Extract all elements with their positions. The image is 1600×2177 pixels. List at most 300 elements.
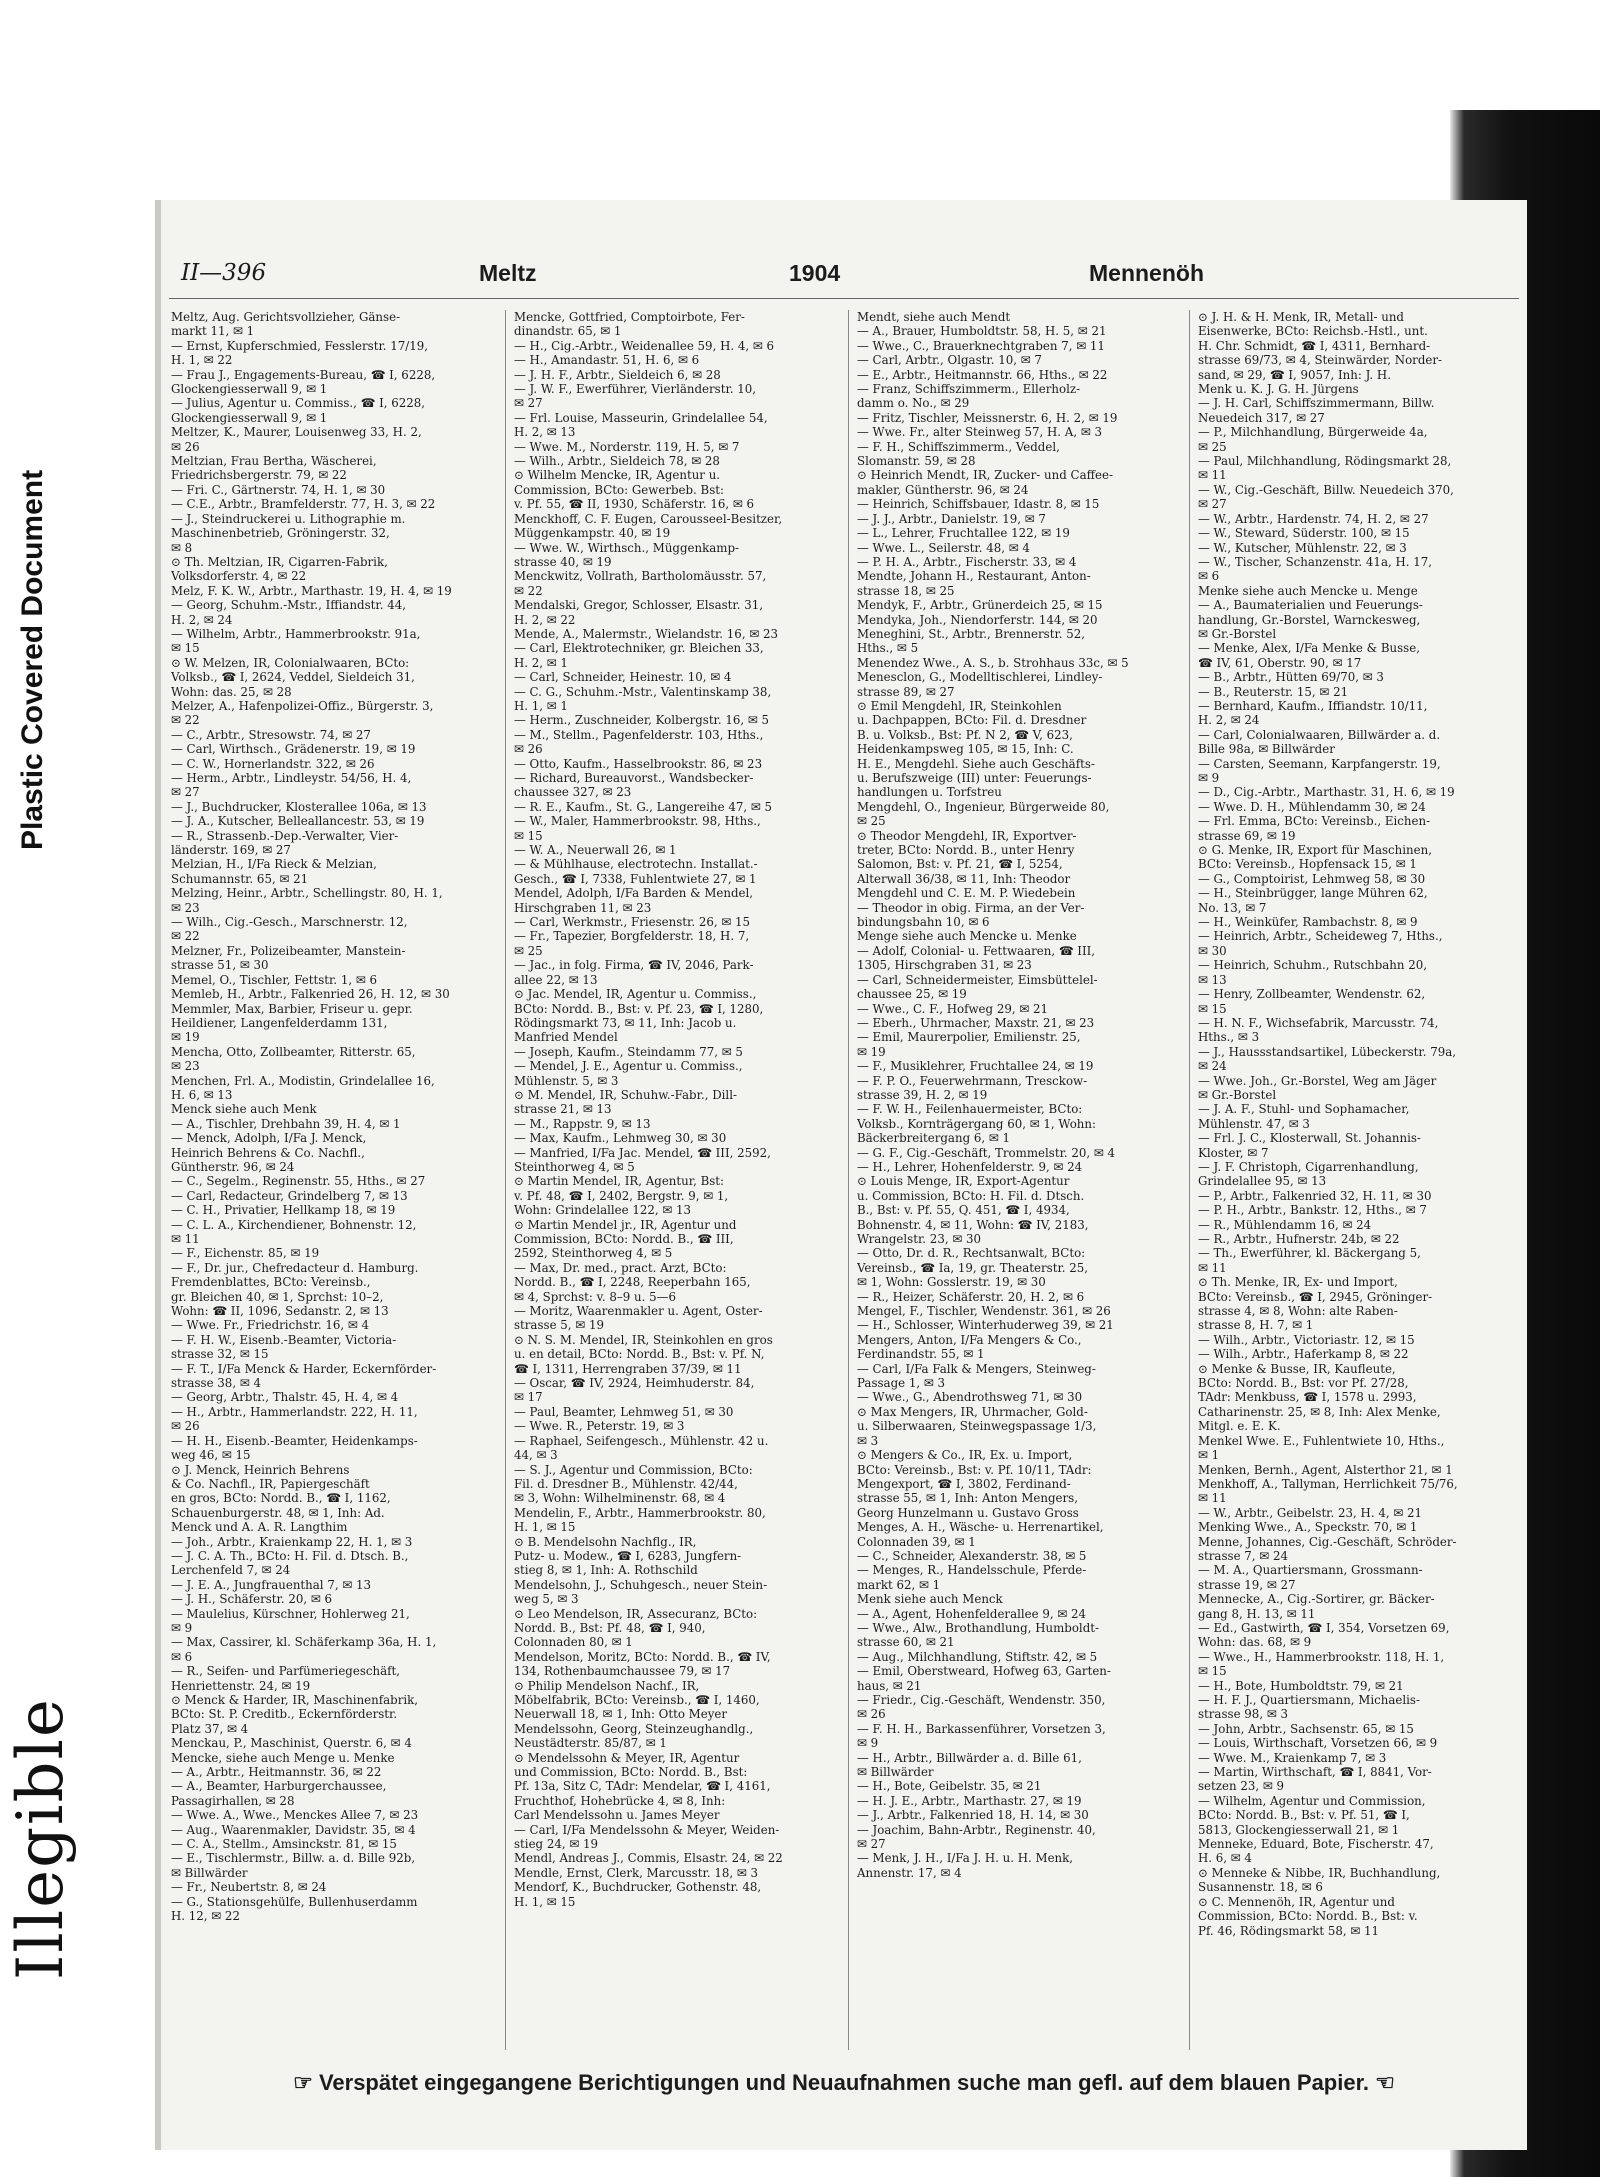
directory-entry-line: — Paul, Beamter, Lehmweg 51, ✉ 30 bbox=[514, 1404, 734, 1419]
directory-entry-line: Mendel, Adolph, I/Fa Barden & Mendel, bbox=[514, 886, 754, 901]
directory-entry-line: und Commission, BCto: Nordd. B., Bst: bbox=[514, 1765, 748, 1780]
directory-entry-line: H. 12, ✉ 22 bbox=[171, 1909, 240, 1924]
directory-entry-line: strasse 98, ✉ 3 bbox=[1198, 1707, 1288, 1722]
directory-entry-line: ✉ 9 bbox=[857, 1736, 879, 1751]
directory-entry-line: — F. P. O., Feuerwehrmann, Tresckow- bbox=[857, 1073, 1088, 1088]
directory-entry-line: ✉ 25 bbox=[857, 814, 886, 829]
directory-entry-line: Mendelssohn, Georg, Steinzeughandlg., bbox=[514, 1721, 754, 1736]
directory-entry-line: — W., Tischer, Schanzenstr. 41a, H. 17, bbox=[1198, 554, 1433, 569]
directory-entry-line: Mühlenstr. 47, ✉ 3 bbox=[1198, 1116, 1310, 1131]
directory-entry-line: — Heinrich, Schiffsbauer, Idastr. 8, ✉ 15 bbox=[857, 497, 1100, 512]
directory-entry-line: ⊙ J. H. & H. Menk, IR, Metall- und bbox=[1198, 310, 1404, 324]
directory-entry-line: — F., Eichenstr. 85, ✉ 19 bbox=[171, 1246, 320, 1261]
directory-entry-line: — H., Cig.-Arbtr., Weidenallee 59, H. 4, ✉ 6 bbox=[514, 338, 774, 353]
directory-entry-line: — H., Schlosser, Winterhuderweg 39, ✉ 21 bbox=[857, 1318, 1114, 1333]
directory-entry-line: — E., Tischlermstr., Billw. a. d. Bille 92b, bbox=[171, 1851, 416, 1866]
directory-entry-line: — J., Arbtr., Falkenried 18, H. 14, ✉ 30 bbox=[857, 1808, 1089, 1823]
directory-entry-line: Gesch., ☎ I, 7338, Fuhlentwiete 27, ✉ 1 bbox=[514, 871, 757, 886]
directory-entry-line: — J. W. F., Ewerführer, Vierländerstr. 10, bbox=[514, 382, 757, 397]
directory-entry-line: 1305, Hirschgraben 31, ✉ 23 bbox=[857, 958, 1032, 973]
directory-entry-line: — Jac., in folg. Firma, ☎ IV, 2046, Park- bbox=[514, 958, 754, 973]
directory-entry-line: — Friedr., Cig.-Geschäft, Wendenstr. 350, bbox=[857, 1693, 1106, 1707]
directory-entry-line: Mencke, siehe auch Menge u. Menke bbox=[171, 1750, 395, 1765]
directory-entry-line: — Wilh., Arbtr., Sieldeich 78, ✉ 28 bbox=[514, 454, 720, 469]
directory-entry-line: Heildiener, Langenfelderdamm 131, bbox=[171, 1015, 388, 1030]
directory-entry-line: ⊙ Martin Mendel, IR, Agentur, Bst: bbox=[514, 1174, 725, 1189]
directory-entry-line: ✉ 22 bbox=[171, 929, 200, 944]
directory-entry-line: H. 2, ✉ 13 bbox=[514, 425, 576, 440]
directory-entry-line: — Julius, Agentur u. Commiss., ☎ I, 6228, bbox=[171, 396, 426, 411]
directory-entry-line: ⊙ Louis Menge, IR, Export-Agentur bbox=[857, 1174, 1070, 1189]
directory-entry-line: ✉ 15 bbox=[1198, 1664, 1227, 1679]
directory-entry-line: ⊙ M. Mendel, IR, Schuhw.-Fabr., Dill- bbox=[514, 1087, 737, 1102]
directory-entry-line: — J. F. Christoph, Cigarrenhandlung, bbox=[1198, 1159, 1419, 1174]
directory-entry-line: Menne, Johannes, Cig.-Geschäft, Schröder- bbox=[1198, 1534, 1457, 1549]
directory-entry-line: TAdr: Menkbuss, ☎ I, 1578 u. 2993, bbox=[1198, 1390, 1417, 1405]
directory-entry-line: — Georg, Schuhm.-Mstr., Iffiandstr. 44, bbox=[171, 598, 407, 613]
footer-notice: ☞ Verspätet eingegangene Berichtigungen und Neuaufnahmen suche man gefl. auf dem blauen Papier. ☜ bbox=[293, 2070, 1395, 2095]
directory-entry-line: — Carl, Redacteur, Grindelberg 7, ✉ 13 bbox=[171, 1188, 408, 1203]
directory-entry-line: — M., Stellm., Pagenfelderstr. 103, Hths., bbox=[514, 727, 764, 742]
directory-entry-line: Melzian, H., I/Fa Rieck & Melzian, bbox=[171, 857, 377, 872]
directory-entry-line: ⊙ Menck & Harder, IR, Maschinenfabrik, bbox=[171, 1693, 419, 1707]
directory-entry-line: Melz, F. K. W., Arbtr., Marthastr. 19, H. 4, ✉ 19 bbox=[171, 583, 452, 598]
directory-entry-line: Mendt, siehe auch Mendt bbox=[857, 310, 1011, 324]
directory-entry-line: Mühlenstr. 5, ✉ 3 bbox=[514, 1073, 619, 1088]
directory-entry-line: strasse 19, ✉ 27 bbox=[1198, 1577, 1296, 1592]
directory-entry-line: ✉ 26 bbox=[171, 439, 200, 454]
directory-entry-line: Menken, Bernh., Agent, Alsterthor 21, ✉ 1 bbox=[1198, 1462, 1453, 1477]
directory-entry-line: strasse 38, ✉ 4 bbox=[171, 1376, 261, 1391]
header-last-entry: Mennenöh bbox=[1089, 260, 1204, 286]
directory-entry-line: strasse 7, ✉ 24 bbox=[1198, 1548, 1288, 1563]
directory-entry-line: Fil. d. Dresdner B., Mühlenstr. 42/44, bbox=[514, 1476, 738, 1491]
directory-entry-line: strasse 69, ✉ 19 bbox=[1198, 828, 1296, 843]
directory-entry-line: — A., Agent, Hohenfelderallee 9, ✉ 24 bbox=[857, 1606, 1087, 1621]
directory-entry-line: — M., Rappstr. 9, ✉ 13 bbox=[514, 1116, 651, 1131]
directory-entry-line: Salomon, Bst: v. Pf. 21, ☎ I, 5254, bbox=[857, 857, 1063, 872]
directory-entry-line: Mengdehl, O., Ingenieur, Bürgerweide 80, bbox=[857, 799, 1110, 814]
directory-entry-line: Neuerwall 18, ✉ 1, Inh: Otto Meyer bbox=[514, 1707, 728, 1722]
directory-entry-line: ⊙ Max Mengers, IR, Uhrmacher, Gold- bbox=[857, 1404, 1088, 1419]
directory-entry-line: H. 1, ✉ 22 bbox=[171, 353, 233, 368]
directory-entry-line: — J. E. A., Jungfrauenthal 7, ✉ 13 bbox=[171, 1577, 371, 1592]
directory-entry-line: BCto: St. P. Creditb., Eckernförderstr. bbox=[171, 1707, 398, 1722]
directory-entry-line: stieg 24, ✉ 19 bbox=[514, 1837, 599, 1852]
directory-entry-line: u. Berufszweige (III) unter: Feuerungs- bbox=[857, 771, 1092, 785]
directory-entry-line: — A., Brauer, Humboldtstr. 58, H. 5, ✉ 21 bbox=[857, 324, 1107, 339]
directory-entry-line: ⊙ Theodor Mengdehl, IR, Exportver- bbox=[857, 828, 1077, 843]
directory-entry-line: H. 6, ✉ 13 bbox=[171, 1087, 233, 1102]
directory-entry-line: Georg Hunzelmann u. Gustavo Gross bbox=[857, 1505, 1079, 1520]
directory-entry-line: ⊙ Wilhelm Mencke, IR, Agentur u. bbox=[514, 468, 721, 483]
directory-entry-line: — H., Amandastr. 51, H. 6, ✉ 6 bbox=[514, 353, 700, 368]
directory-entry-line: ✉ 23 bbox=[171, 900, 200, 915]
directory-entry-line: — Raphael, Seifengesch., Mühlenstr. 42 u. bbox=[514, 1433, 769, 1448]
directory-entry-line: — Joh., Arbtr., Kraienkamp 22, H. 1, ✉ 3 bbox=[171, 1534, 413, 1549]
directory-entry-line: — Carl, Schneider, Heinestr. 10, ✉ 4 bbox=[514, 670, 732, 685]
directory-entry-line: ✉ 19 bbox=[171, 1030, 200, 1045]
directory-entry-line: ✉ 22 bbox=[514, 583, 543, 598]
directory-entry-line: Mengel, F., Tischler, Wendenstr. 361, ✉ 26 bbox=[857, 1304, 1111, 1319]
directory-entry-line: en gros, BCto: Nordd. B., ☎ I, 1162, bbox=[171, 1491, 391, 1506]
directory-entry-line: chaussee 25, ✉ 19 bbox=[857, 987, 967, 1002]
directory-entry-line: strasse 69/73, ✉ 4, Steinwärder, Norder- bbox=[1198, 353, 1442, 368]
header-first-entry: Meltz bbox=[479, 260, 537, 286]
directory-entry-line: bindungsbahn 10, ✉ 6 bbox=[857, 915, 990, 930]
directory-entry-line: ⊙ Philip Mendelson Nachf., IR, bbox=[514, 1678, 700, 1693]
directory-entry-line: Meltzian, Frau Bertha, Wäscherei, bbox=[171, 454, 377, 469]
directory-entry-line: Mennecke, A., Cig.-Sortirer, gr. Bäcker- bbox=[1198, 1592, 1435, 1607]
directory-entry-line: — F. T., I/Fa Menck & Harder, Eckernförder- bbox=[171, 1361, 437, 1376]
directory-entry-line: — Fritz, Tischler, Meissnerstr. 6, H. 2, ✉ 19 bbox=[857, 410, 1118, 425]
directory-entry-line: Mendyka, Joh., Niendorferstr. 144, ✉ 20 bbox=[857, 612, 1098, 627]
directory-entry-line: H. 2, ✉ 22 bbox=[514, 612, 576, 627]
directory-entry-line: Menge siehe auch Mencke u. Menke bbox=[857, 929, 1077, 944]
directory-entry-line: ✉ 27 bbox=[171, 785, 200, 800]
directory-entry-line: Carl Mendelssohn u. James Meyer bbox=[514, 1808, 720, 1823]
directory-entry-line: — A., Tischler, Drehbahn 39, H. 4, ✉ 1 bbox=[171, 1116, 401, 1131]
directory-entry-line: 2592, Steinthorweg 4, ✉ 5 bbox=[514, 1246, 673, 1261]
directory-entry-line: Mendyk, F., Arbtr., Grünerdeich 25, ✉ 15 bbox=[857, 598, 1103, 613]
directory-entry-line: Catharinenstr. 25, ✉ 8, Inh: Alex Menke, bbox=[1198, 1404, 1441, 1419]
directory-entry-line: 44, ✉ 3 bbox=[514, 1448, 558, 1463]
directory-entry-line: H. 2, ✉ 24 bbox=[1198, 713, 1260, 728]
directory-entry-line: — F. H. W., Eisenb.-Beamter, Victoria- bbox=[171, 1332, 397, 1347]
directory-entry-line: & Co. Nachfl., IR, Papiergeschäft bbox=[171, 1476, 370, 1491]
directory-entry-line: ✉ 3, Wohn: Wilhelminenstr. 68, ✉ 4 bbox=[514, 1491, 726, 1506]
directory-entry-line: Menke siehe auch Mencke u. Menge bbox=[1198, 583, 1418, 598]
directory-entry-line: — Moritz, Waarenmakler u. Agent, Oster- bbox=[514, 1304, 763, 1319]
header-year: 1904 bbox=[789, 260, 841, 286]
directory-entry-line: strasse 32, ✉ 15 bbox=[171, 1347, 269, 1362]
directory-entry-line: Menk siehe auch Menck bbox=[857, 1592, 1003, 1607]
directory-entry-line: ⊙ Th. Meltzian, IR, Cigarren-Fabrik, bbox=[171, 554, 388, 569]
directory-entry-line: — Fri. C., Gärtnerstr. 74, H. 1, ✉ 30 bbox=[171, 482, 386, 497]
directory-entry-line: v. Pf. 48, ☎ I, 2402, Bergstr. 9, ✉ 1, bbox=[514, 1188, 729, 1203]
directory-entry-line: Menneke, Eduard, Bote, Fischerstr. 47, bbox=[1198, 1837, 1434, 1852]
directory-entry-line: — Wwe. L., Seilerstr. 48, ✉ 4 bbox=[857, 540, 1030, 555]
directory-entry-line: — Carl, Schneidermeister, Eimsbüttelel- bbox=[857, 972, 1098, 987]
directory-entry-line: — Martin, Wirthschaft, ☎ I, 8841, Vor- bbox=[1198, 1765, 1432, 1780]
directory-entry-line: Wrangelstr. 23, ✉ 30 bbox=[857, 1232, 981, 1246]
directory-entry-line: — Wwe. W., Wirthsch., Müggenkamp- bbox=[514, 540, 740, 555]
directory-entry-line: Menendez Wwe., A. S., b. Strohhaus 33c, ✉ 5 bbox=[857, 655, 1129, 670]
directory-entry-line: — Aug., Milchhandlung, Stiftstr. 42, ✉ 5 bbox=[857, 1649, 1098, 1664]
directory-entry-line: — Carl, Elektrotechniker, gr. Bleichen 33, bbox=[514, 641, 764, 656]
directory-entry-line: — Henry, Zollbeamter, Wendenstr. 62, bbox=[1198, 987, 1426, 1002]
directory-entry-line: Güntherstr. 96, ✉ 24 bbox=[171, 1159, 295, 1174]
directory-entry-line: Wohn: das. 25, ✉ 28 bbox=[171, 684, 292, 699]
directory-entry-line: Volksdorferstr. 4, ✉ 22 bbox=[171, 569, 307, 584]
directory-entry-line: BCto: Nordd. B., Bst: v. Pf. 23, ☎ I, 1280, bbox=[514, 1001, 764, 1016]
directory-entry-line: — S. J., Agentur und Commission, BCto: bbox=[514, 1462, 753, 1477]
directory-entry-line: Menk u. K. J. G. H. Jürgens bbox=[1198, 382, 1359, 397]
directory-entry-line: — Max, Cassirer, kl. Schäferkamp 36a, H. 1, bbox=[171, 1635, 437, 1650]
directory-entry-line: allee 22, ✉ 13 bbox=[514, 972, 598, 987]
directory-entry-line: Hths., ✉ 5 bbox=[857, 641, 919, 656]
column-divider bbox=[505, 310, 506, 2050]
directory-entry-line: BCto: Vereinsb., Bst: v. Pf. 10/11, TAdr: bbox=[857, 1462, 1092, 1477]
directory-entry-line: H. E., Mengdehl. Siehe auch Geschäfts- bbox=[857, 756, 1095, 771]
directory-entry-line: — H. F. J., Quartiersmann, Michaelis- bbox=[1198, 1693, 1420, 1707]
directory-entry-line: — F., Musiklehrer, Fruchtallee 24, ✉ 19 bbox=[857, 1059, 1094, 1074]
directory-entry-line: Müggenkampstr. 40, ✉ 19 bbox=[514, 526, 671, 541]
directory-entry-line: Hths., ✉ 3 bbox=[1198, 1030, 1260, 1045]
directory-entry-line: Menkhoff, A., Tallyman, Herrlichkeit 75/76, bbox=[1198, 1476, 1458, 1491]
directory-entry-line: haus, ✉ 21 bbox=[857, 1678, 922, 1693]
directory-entry-line: ⊙ J. Menck, Heinrich Behrens bbox=[171, 1462, 350, 1477]
directory-entry-line: Memmler, Max, Barbier, Friseur u. gepr. bbox=[171, 1001, 413, 1016]
directory-entry-line: — Wwe., C. F., Hofweg 29, ✉ 21 bbox=[857, 1001, 1048, 1016]
directory-entry-line: ✉ 9 bbox=[1198, 771, 1220, 785]
directory-entry-line: — Joseph, Kaufm., Steindamm 77, ✉ 5 bbox=[514, 1044, 743, 1059]
directory-entry-line: — Wwe., G., Abendrothsweg 71, ✉ 30 bbox=[857, 1390, 1083, 1405]
directory-entry-line: — Ed., Gastwirth, ☎ I, 354, Vorsetzen 69, bbox=[1198, 1620, 1450, 1635]
directory-entry-line: — J. J., Arbtr., Danielstr. 19, ✉ 7 bbox=[857, 511, 1046, 526]
directory-entry-line: — W., Arbtr., Hardenstr. 74, H. 2, ✉ 27 bbox=[1198, 511, 1429, 526]
directory-entry-line: — Wwe. Joh., Gr.-Borstel, Weg am Jäger bbox=[1198, 1073, 1437, 1088]
directory-entry-line: — C. H., Privatier, Hellkamp 18, ✉ 19 bbox=[171, 1203, 396, 1218]
directory-entry-line: H. 1, ✉ 1 bbox=[514, 698, 568, 713]
directory-entry-line: Mengers, Anton, I/Fa Mengers & Co., bbox=[857, 1332, 1082, 1347]
side-label-top: Plastic Covered Document bbox=[16, 469, 49, 850]
directory-entry-line: ✉ 27 bbox=[857, 1837, 886, 1852]
directory-entry-line: Steinthorweg 4, ✉ 5 bbox=[514, 1159, 635, 1174]
directory-entry-line: — Menk, J. H., I/Fa J. H. u. H. Menk, bbox=[857, 1851, 1074, 1866]
directory-entry-line: Mendalski, Gregor, Schlosser, Elsastr. 31, bbox=[514, 598, 763, 613]
directory-entry-line: — J. A. F., Stuhl- und Sophamacher, bbox=[1198, 1102, 1410, 1117]
directory-entry-line: — J. C. A. Th., BCto: H. Fil. d. Dtsch. B., bbox=[171, 1548, 409, 1563]
directory-entry-line: — Frl. J. C., Klosterwall, St. Johannis- bbox=[1198, 1131, 1421, 1146]
directory-entry-line: Menesclon, G., Modelltischlerei, Lindley- bbox=[857, 670, 1103, 685]
directory-entry-line: Grindelallee 95, ✉ 13 bbox=[1198, 1174, 1327, 1189]
directory-entry-line: — Wilhelm, Arbtr., Hammerbrookstr. 91a, bbox=[171, 626, 421, 641]
directory-entry-line: — Wwe., Alw., Brothandlung, Humboldt- bbox=[857, 1620, 1099, 1635]
directory-entry-line: ⊙ Menke & Busse, IR, Kaufleute, bbox=[1198, 1361, 1396, 1376]
directory-entry-line: — H., Bote, Humboldtstr. 79, ✉ 21 bbox=[1198, 1678, 1404, 1693]
directory-entry-line: — F. W. H., Feilenhauermeister, BCto: bbox=[857, 1102, 1083, 1117]
directory-entry-line: ⊙ B. Mendelsohn Nachflg., IR, bbox=[514, 1534, 697, 1549]
directory-entry-line: ✉ Gr.-Borstel bbox=[1198, 626, 1277, 641]
directory-entry-line: ✉ 9 bbox=[171, 1620, 193, 1635]
directory-entry-line: ✉ 6 bbox=[171, 1649, 193, 1664]
directory-entry-line: ✉ 26 bbox=[514, 742, 543, 757]
directory-entry-line: strasse 39, H. 2, ✉ 19 bbox=[857, 1087, 988, 1102]
directory-entry-line: — G., Comptoirist, Lehmweg 58, ✉ 30 bbox=[1198, 871, 1426, 886]
directory-entry-line: — R., Mühlendamm 16, ✉ 24 bbox=[1198, 1217, 1372, 1232]
directory-entry-line: — D., Cig.-Arbtr., Marthastr. 31, H. 6, ✉ 19 bbox=[1198, 785, 1455, 800]
directory-entry-line: Bille 98a, ✉ Billwärder bbox=[1198, 742, 1335, 757]
directory-entry-line: gr. Bleichen 40, ✉ 1, Sprchst: 10–2, bbox=[171, 1289, 384, 1304]
directory-entry-line: — Fr., Tapezier, Borgfelderstr. 18, H. 7, bbox=[514, 929, 750, 944]
directory-entry-line: — E., Arbtr., Heitmannstr. 66, Hths., ✉ 22 bbox=[857, 367, 1108, 382]
directory-entry-line: — Heinrich, Schuhm., Rutschbahn 20, bbox=[1198, 958, 1427, 973]
directory-entry-line: ⊙ Leo Mendelson, IR, Assecuranz, BCto: bbox=[514, 1606, 758, 1621]
directory-entry-line: — Manfried, I/Fa Jac. Mendel, ☎ III, 2592, bbox=[514, 1145, 771, 1160]
directory-entry-line: handlung, Gr.-Borstel, Warnckesweg, bbox=[1198, 612, 1421, 627]
directory-entry-line: Mencke, Gottfried, Comptoirbote, Fer- bbox=[514, 310, 745, 324]
directory-entry-line: Mitgl. e. E. K. bbox=[1198, 1419, 1281, 1434]
directory-entry-line: — Louis, Wirthschaft, Vorsetzen 66, ✉ 9 bbox=[1198, 1736, 1438, 1751]
side-label-bottom: Illegible bbox=[4, 1697, 78, 1980]
directory-entry-line: — Oscar, ☎ IV, 2924, Heimhuderstr. 84, bbox=[514, 1376, 755, 1391]
directory-entry-line: länderstr. 169, ✉ 27 bbox=[171, 843, 291, 858]
directory-entry-line: ✉ 11 bbox=[171, 1232, 200, 1246]
directory-entry-line: — C. L. A., Kirchendiener, Bohnenstr. 12, bbox=[171, 1217, 417, 1232]
directory-entry-line: Mendelin, F., Arbtr., Hammerbrookstr. 80, bbox=[514, 1505, 766, 1520]
page-header bbox=[169, 258, 1519, 299]
directory-entry-line: Mende, A., Malermstr., Wielandstr. 16, ✉ 23 bbox=[514, 626, 778, 641]
directory-entry-line: — Adolf, Colonial- u. Fettwaaren, ☎ III, bbox=[857, 943, 1096, 958]
directory-entry-line: — Max, Kaufm., Lehmweg 30, ✉ 30 bbox=[514, 1131, 727, 1146]
directory-entry-line: stieg 8, ✉ 1, Inh: A. Rothschild bbox=[514, 1563, 698, 1578]
directory-entry-line: — L., Lehrer, Fruchtallee 122, ✉ 19 bbox=[857, 526, 1070, 541]
directory-entry-line: — Frau J., Engagements-Bureau, ☎ I, 6228, bbox=[171, 367, 436, 382]
directory-entry-line: Mendorf, K., Buchdrucker, Gothenstr. 48, bbox=[514, 1880, 762, 1895]
directory-entry-line: — Georg, Arbtr., Thalstr. 45, H. 4, ✉ 4 bbox=[171, 1390, 399, 1405]
directory-entry-line: — Aug., Waarenmakler, Davidstr. 35, ✉ 4 bbox=[171, 1822, 416, 1837]
directory-entry-line: Mengdehl und C. E. M. P. Wiedebein bbox=[857, 886, 1076, 901]
directory-entry-line: — Carsten, Seemann, Karpfangerstr. 19, bbox=[1198, 756, 1441, 771]
directory-entry-line: strasse 55, ✉ 1, Inh: Anton Mengers, bbox=[857, 1491, 1078, 1506]
directory-entry-line: Menck und A. A. R. Langthim bbox=[171, 1520, 348, 1535]
directory-entry-line: — C., Segelm., Reginenstr. 55, Hths., ✉ 27 bbox=[171, 1174, 426, 1189]
directory-entry-line: B. u. Volksb., Bst: Pf. N 2, ☎ V, 623, bbox=[857, 727, 1073, 742]
directory-entry-line: damm o. No., ✉ 29 bbox=[857, 396, 970, 411]
directory-entry-line: Nordd. B., Bst: Pf. 48, ☎ I, 940, bbox=[514, 1620, 706, 1635]
directory-entry-line: — Otto, Kaufm., Hasselbrookstr. 86, ✉ 23 bbox=[514, 756, 763, 771]
directory-entry-line: ✉ 6 bbox=[1198, 569, 1220, 584]
directory-entry-line: — B., Reuterstr. 15, ✉ 21 bbox=[1198, 684, 1349, 699]
directory-entry-line: Melzer, A., Hafenpolizei-Offiz., Bürgerstr. 3, bbox=[171, 698, 434, 713]
directory-entry-line: — Wwe. Fr., alter Steinweg 57, H. A, ✉ 3 bbox=[857, 425, 1102, 440]
directory-entry-line: Lerchenfeld 7, ✉ 24 bbox=[171, 1563, 291, 1578]
columns-container bbox=[171, 310, 1523, 2050]
directory-entry-line: — Carl, Arbtr., Olgastr. 10, ✉ 7 bbox=[857, 353, 1042, 368]
directory-entry-line: ✉ 30 bbox=[1198, 943, 1227, 958]
directory-entry-line: strasse 4, ✉ 8, Wohn: alte Raben- bbox=[1198, 1304, 1398, 1319]
directory-entry-line: — W., Kutscher, Mühlenstr. 22, ✉ 3 bbox=[1198, 540, 1407, 555]
directory-entry-line: — P., Arbtr., Falkenried 32, H. 11, ✉ 30 bbox=[1198, 1188, 1432, 1203]
directory-entry-line: — Heinrich, Arbtr., Scheideweg 7, Hths., bbox=[1198, 929, 1443, 944]
directory-entry-line: — Carl, Colonialwaaren, Billwärder a. d. bbox=[1198, 727, 1441, 742]
directory-entry-line: — W., Arbtr., Geibelstr. 23, H. 4, ✉ 21 bbox=[1198, 1505, 1422, 1520]
directory-entry-line: Ferdinandstr. 55, ✉ 1 bbox=[857, 1347, 985, 1362]
directory-entry-line: — Bernhard, Kaufm., Iffiandstr. 10/11, bbox=[1198, 698, 1428, 713]
directory-entry-line: Schauenburgerstr. 48, ✉ 1, Inh: Ad. bbox=[171, 1505, 385, 1520]
column-3 bbox=[857, 310, 1182, 2050]
directory-entry-line: Schumannstr. 65, ✉ 21 bbox=[171, 871, 309, 886]
directory-entry-line: H. 2, ✉ 24 bbox=[171, 612, 233, 627]
directory-entry-line: — C. G., Schuhm.-Mstr., Valentinskamp 38, bbox=[514, 684, 772, 699]
directory-entry-line: BCto: Nordd. B., Bst: vor Pf. 27/28, bbox=[1198, 1376, 1409, 1391]
directory-entry-line: — Paul, Milchhandlung, Rödingsmarkt 28, bbox=[1198, 454, 1452, 469]
directory-entry-line: ✉ 25 bbox=[514, 943, 543, 958]
directory-entry-line: Neustädterstr. 85/87, ✉ 1 bbox=[514, 1736, 667, 1751]
directory-entry-line: ⊙ N. S. M. Mendel, IR, Steinkohlen en gros bbox=[514, 1332, 773, 1347]
directory-entry-line: ⊙ Emil Mengdehl, IR, Steinkohlen bbox=[857, 698, 1062, 713]
directory-entry-line: ✉ Billwärder bbox=[171, 1865, 248, 1880]
directory-entry-line: u. Commission, BCto: H. Fil. d. Dtsch. bbox=[857, 1188, 1085, 1203]
directory-entry-line: ✉ 11 bbox=[1198, 1491, 1227, 1506]
directory-entry-line: ✉ 3 bbox=[857, 1433, 879, 1448]
directory-entry-line: — Franz, Schiffszimmerm., Ellerholz- bbox=[857, 382, 1081, 397]
directory-entry-line: Glockengiesserwall 9, ✉ 1 bbox=[171, 410, 328, 425]
directory-entry-line: Wohn: ☎ II, 1096, Sedanstr. 2, ✉ 13 bbox=[171, 1304, 389, 1319]
directory-entry-line: — Wilhelm, Agentur und Commission, bbox=[1198, 1793, 1426, 1808]
directory-entry-line: — Frl. Louise, Masseurin, Grindelallee 54, bbox=[514, 410, 768, 425]
directory-entry-line: strasse 21, ✉ 13 bbox=[514, 1102, 612, 1117]
directory-entry-line: — Th., Ewerführer, kl. Bäckergang 5, bbox=[1198, 1246, 1421, 1261]
directory-entry-line: ✉ 8 bbox=[171, 540, 193, 555]
directory-entry-line: Mendle, Ernst, Clerk, Marcusstr. 18, ✉ 3 bbox=[514, 1865, 758, 1880]
directory-entry-line: ✉ 27 bbox=[1198, 497, 1227, 512]
directory-entry-line: — H., Bote, Geibelstr. 35, ✉ 21 bbox=[857, 1779, 1042, 1794]
directory-entry-line: ⊙ Mendelssohn & Meyer, IR, Agentur bbox=[514, 1750, 740, 1765]
directory-entry-line: — A., Beamter, Harburgerchaussee, bbox=[171, 1779, 387, 1794]
directory-entry-line: — J. A., Kutscher, Belleallancestr. 53, ✉ 19 bbox=[171, 814, 425, 829]
directory-entry-line: makler, Güntherstr. 96, ✉ 24 bbox=[857, 482, 1029, 497]
directory-entry-line: — Menges, R., Handelsschule, Pferde- bbox=[857, 1563, 1087, 1578]
directory-entry-line: Platz 37, ✉ 4 bbox=[171, 1721, 249, 1736]
directory-entry-line: — F., Dr. jur., Chefredacteur d. Hamburg. bbox=[171, 1260, 419, 1275]
directory-entry-line: — H., Weinküfer, Rambachstr. 8, ✉ 9 bbox=[1198, 915, 1418, 930]
directory-entry-line: — P. H., Arbtr., Bankstr. 12, Hths., ✉ 7 bbox=[1198, 1203, 1427, 1218]
directory-entry-line: Mendelsohn, J., Schuhgesch., neuer Stein- bbox=[514, 1577, 768, 1592]
directory-entry-line: Menckhoff, C. F. Eugen, Carousseel-Besitzer, bbox=[514, 511, 783, 526]
directory-entry-line: u. Silberwaaren, Steinwegspassage 1/3, bbox=[857, 1419, 1097, 1434]
directory-entry-line: Menckau, P., Maschinist, Querstr. 6, ✉ 4 bbox=[171, 1736, 412, 1751]
directory-entry-line: Commission, BCto: Nordd. B., Bst: v. bbox=[1198, 1909, 1418, 1924]
directory-entry-line: Passage 1, ✉ 3 bbox=[857, 1376, 946, 1391]
directory-entry-line: ⊙ Martin Mendel jr., IR, Agentur und bbox=[514, 1217, 737, 1232]
directory-entry-line: Volksb., Kornträgergang 60, ✉ 1, Wohn: bbox=[857, 1116, 1096, 1131]
directory-entry-line: ✉ 23 bbox=[171, 1059, 200, 1074]
directory-entry-line: — Wwe. R., Peterstr. 19, ✉ 3 bbox=[514, 1419, 685, 1434]
directory-entry-line: Putz- u. Modew., ☎ I, 6283, Jungfern- bbox=[514, 1548, 742, 1563]
directory-entry-line: — W., Maler, Hammerbrookstr. 98, Hths., bbox=[514, 814, 761, 829]
directory-entry-line: — C. A., Stellm., Amsinckstr. 81, ✉ 15 bbox=[171, 1837, 397, 1852]
directory-entry-line: setzen 23, ✉ 9 bbox=[1198, 1779, 1284, 1794]
directory-entry-line: Pf. 13a, Sitz C, TAdr: Mendelar, ☎ I, 4161, bbox=[514, 1779, 771, 1794]
directory-entry-line: Menkel Wwe. E., Fuhlentwiete 10, Hths., bbox=[1198, 1433, 1445, 1448]
directory-entry-line: Vereinsb., ☎ Ia, 19, gr. Theaterstr. 25, bbox=[857, 1260, 1089, 1275]
directory-entry-line: Melzner, Fr., Polizeibeamter, Manstein- bbox=[171, 943, 406, 958]
directory-entry-line: weg 5, ✉ 3 bbox=[514, 1592, 579, 1607]
directory-entry-line: Annenstr. 17, ✉ 4 bbox=[857, 1865, 962, 1880]
directory-entry-line: Manfried Mendel bbox=[514, 1030, 618, 1045]
directory-entry-line: strasse 60, ✉ 21 bbox=[857, 1635, 955, 1650]
directory-entry-line: ✉ 4, Sprchst: v. 8–9 u. 5—6 bbox=[514, 1289, 676, 1304]
directory-entry-line: ⊙ Menneke & Nibbe, IR, Buchhandlung, bbox=[1198, 1865, 1441, 1880]
directory-entry-line: BCto: Vereinsb., ☎ I, 2945, Gröninger- bbox=[1198, 1289, 1433, 1304]
directory-entry-line: — B., Arbtr., Hütten 69/70, ✉ 3 bbox=[1198, 670, 1384, 685]
directory-entry-line: — Herm., Arbtr., Lindleystr. 54/56, H. 4, bbox=[171, 771, 412, 785]
directory-entry-line: — Wwe. A., Wwe., Menckes Allee 7, ✉ 23 bbox=[171, 1808, 419, 1823]
directory-entry-line: — Wilh., Cig.-Gesch., Marschnerstr. 12, bbox=[171, 915, 408, 930]
directory-entry-line: dinandstr. 65, ✉ 1 bbox=[514, 324, 622, 339]
directory-entry-line: handlungen u. Torfstreu bbox=[857, 785, 1002, 800]
directory-entry-line: — J., Haussstandsartikel, Lübeckerstr. 79a, bbox=[1198, 1044, 1457, 1059]
directory-entry-line: — Carl, Werkmstr., Friesenstr. 26, ✉ 15 bbox=[514, 915, 751, 930]
directory-entry-line: ✉ 1, Wohn: Gosslerstr. 19, ✉ 30 bbox=[857, 1275, 1046, 1290]
directory-entry-line: B., Bst: v. Pf. 55, Q. 451, ☎ I, 4934, bbox=[857, 1203, 1070, 1218]
directory-entry-line: Commission, BCto: Gewerbeb. Bst: bbox=[514, 482, 724, 497]
directory-entry-line: — Otto, Dr. d. R., Rechtsanwalt, BCto: bbox=[857, 1246, 1086, 1261]
directory-entry-line: ✉ 24 bbox=[1198, 1059, 1227, 1074]
directory-entry-line: — R., Heizer, Schäferstr. 20, H. 2, ✉ 6 bbox=[857, 1289, 1085, 1304]
